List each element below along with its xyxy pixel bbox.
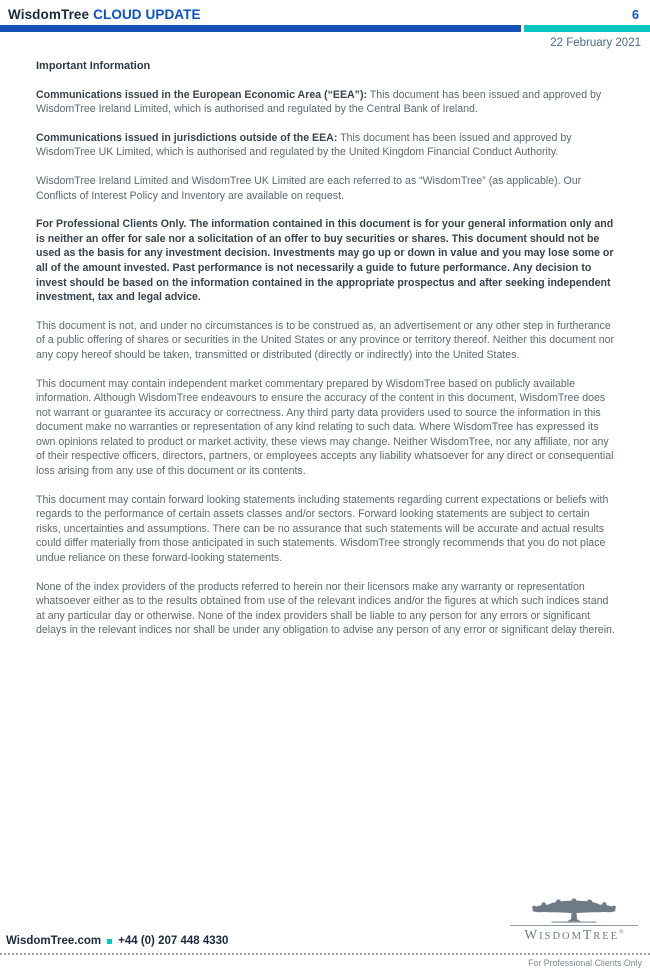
header-brand-line (8, 7, 201, 22)
paragraph-entities: WisdomTree Ireland Limited and WisdomTree UK Limited are each referred to as “WisdomTree” (as applicable). Our Conflicts of Interest Policy and Inventory are available on request. (36, 174, 582, 202)
header (0, 0, 650, 22)
header-rule-teal-segment (524, 25, 650, 32)
wordmark-cap: T (582, 927, 594, 942)
tree-icon (522, 898, 626, 924)
header-rule (0, 25, 650, 32)
paragraph-us-restriction: This document is not, and under no circumstances is to be construed as, an advertisement or any other step in furtherance of a public offering of shares or securities in the United States or any province or territory thereof. Neither this document nor any copy hereof should be taken, transmitted or distributed (directly or indirectly) into the United States. (36, 319, 615, 361)
document-date: 22 February 2021 (550, 37, 641, 49)
footer-professional-note: For Professional Clients Only (528, 958, 642, 968)
document-title: CLOUD UPDATE (93, 7, 201, 22)
paragraph-lead: Communications issued in the European Economic Area (“EEA”): (36, 88, 368, 101)
logo-rule (510, 925, 638, 926)
footer-website: WisdomTree.com (6, 935, 102, 947)
paragraph-text: This document has been issued and approved by WisdomTree Ireland Limited, which is authorised and regulated by the Central Bank of Ireland. (36, 88, 602, 116)
paragraph-professional-clients: For Professional Clients Only. The information contained in this document is for your general information only and is neither an offer for sale nor a solicitation of an offer to buy securities or shares. This document should not be used as the basis for any investment decision. Investments may go up or down in value and you may lose some or all of the amount invested. Past performance is not necessarily a guide to future performance. Any decision to invest should be based on the information contained in the appropriate prospectus and after seeking independent investment, tax and legal advice. (36, 218, 614, 304)
paragraph-eea (36, 88, 615, 117)
wordmark-cap: W (524, 927, 540, 942)
footer-contact (6, 935, 228, 947)
footer-phone: +44 (0) 207 448 4330 (118, 935, 229, 947)
logo-wordmark (508, 927, 640, 943)
wisdomtree-logo (508, 898, 640, 943)
wordmark-smallcaps: ISDOM (539, 931, 583, 942)
footer-dotted-rule (0, 953, 650, 955)
paragraph-text: This document has been issued and approved by WisdomTree UK Limited, which is authorised and regulated by the United Kingdom Financial Conduct Authority. (36, 131, 572, 159)
paragraph-forward-looking: This document may contain forward looking statements including statements regarding current expectations or beliefs with regards to the performance of certain assets classes and/or sectors. Forward looking statements are subject to certain risks, uncertainties and assumptions. There can be no assurance that such statements will be accurate and actual results could differ materially from those anticipated in such statements. WisdomTree strongly recommends that you do not place undue reliance on these forward-looking statements. (36, 493, 609, 565)
section-heading: Important Information (36, 60, 151, 72)
paragraph-lead: Communications issued in jurisdictions outside of the EEA: (36, 131, 338, 144)
page-number: 6 (632, 8, 639, 22)
wordmark-smallcaps: REE (593, 931, 620, 942)
paragraph-index-providers: None of the index providers of the products referred to herein nor their licensors make any warranty or representation whatsoever either as to the results obtained from use of the relevant indices and/or the figures at which such indices stand at any particular day or otherwise. None of the index providers shall be liable to any person for any errors or significant delays in the relevant indices nor shall be under any obligation to advise any person of any error or significant delay therein. (36, 580, 615, 637)
main-content (0, 49, 650, 638)
paragraph-market-commentary: This document may contain independent market commentary prepared by WisdomTree based on publicly available information. Although WisdomTree endeavours to ensure the accuracy of the content in this document, WisdomTree does not warrant or guarantee its accuracy or correctness. Any third party data providers used to source the information in this document make no warranties or representation of any kind relating to such data. Where WisdomTree has expressed its own opinions related to product or market activity, these views may change. Neither WisdomTree, nor any affiliate, nor any of their respective officers, directors, partners, or employees accepts any liability whatsoever for any direct or consequential loss arising from any use of this document or its contents. (36, 377, 614, 478)
brand-name: WisdomTree (8, 7, 90, 22)
header-rule-navy-segment (0, 25, 521, 32)
registered-mark: ® (619, 929, 624, 936)
teal-square-bullet-icon (107, 939, 112, 944)
paragraph-outside-eea (36, 131, 615, 160)
